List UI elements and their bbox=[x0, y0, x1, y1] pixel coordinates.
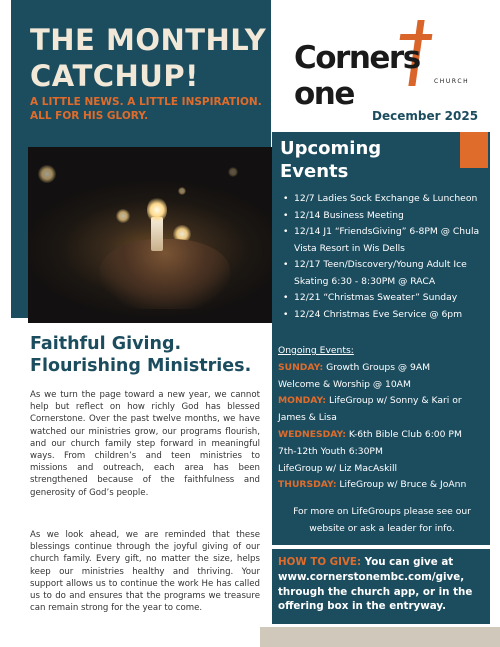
monday-row: MONDAY: LifeGroup w/ Sonny & Kari or James & Lisa bbox=[278, 395, 462, 424]
bokeh-light bbox=[38, 165, 56, 183]
logo-wordmark: Cornersone bbox=[294, 40, 420, 112]
title-line-2: CATCHUP! bbox=[30, 59, 199, 93]
bokeh-light bbox=[178, 187, 186, 195]
tagline-line-2: ALL FOR HIS GLORY. bbox=[30, 110, 149, 122]
logo-subword: CHURCH bbox=[434, 78, 470, 85]
hands bbox=[100, 239, 230, 309]
event-item: • 12/21 “Christmas Sweater” Sunday bbox=[281, 290, 486, 307]
give-panel bbox=[272, 549, 490, 624]
bokeh-light bbox=[228, 167, 238, 177]
event-item: • 12/7 Ladies Sock Exchange & Luncheon bbox=[281, 191, 486, 208]
lifegroups-info: For more on LifeGroups please see our website or ask a leader for info. bbox=[293, 506, 471, 534]
event-item: • 12/17 Teen/Discovery/Young Adult Ice Skating 6:30 - 8:30PM @ RACA bbox=[281, 257, 486, 290]
footer-bar bbox=[260, 627, 500, 647]
cornerstone-logo bbox=[294, 20, 484, 112]
event-item: • 12/14 J1 “FriendsGiving” 6-8PM @ Chula Vista Resort in Wis Dells bbox=[281, 224, 486, 257]
article-paragraph-2: As we look ahead, we are reminded that these blessings continue through the joyful giving of our church family. Every gift, no matter the size, helps keep our ministries healthy and thriving. Your support allows us to continue the work He has called us to do and ensures that the programs we treasure can remain strong for the year to come. bbox=[30, 530, 260, 614]
events-panel bbox=[272, 132, 490, 545]
ongoing-events bbox=[278, 343, 486, 494]
bokeh-light bbox=[116, 209, 130, 223]
candle-photo bbox=[28, 147, 272, 323]
article-paragraph-1: As we turn the page toward a new year, we cannot help but reflect on how richly God has blessed Cornerstone. Over the past twelve months, we have watched our ministries grow, our programs flourish, and our church family step forward in meaningful ways. From children’s and teen ministries to missions and outreach, each area has been strengthened because of the faithfulness and generosity of God’s people. bbox=[30, 390, 260, 498]
candle-flame bbox=[147, 197, 167, 223]
sunday-row: SUNDAY: Growth Groups @ 9AM bbox=[278, 361, 431, 373]
sunday-row-2: Welcome & Worship @ 10AM bbox=[278, 378, 411, 390]
event-item: • 12/14 Business Meeting bbox=[281, 208, 486, 225]
thursday-row: THURSDAY: LifeGroup w/ Bruce & JoAnn bbox=[278, 479, 467, 491]
wednesday-row-2: 7th-12th Youth 6:30PM bbox=[278, 445, 383, 457]
events-title: Upcoming Events bbox=[280, 138, 382, 182]
ongoing-heading: Ongoing Events: bbox=[278, 345, 354, 356]
wednesday-row-3: LifeGroup w/ Liz MacAskill bbox=[278, 462, 398, 474]
tagline-line-1: A LITTLE NEWS. A LITTLE INSPIRATION. bbox=[30, 96, 262, 108]
newsletter-title bbox=[30, 22, 270, 94]
events-list bbox=[281, 191, 486, 323]
wednesday-row: WEDNESDAY: K-6th Bible Club 6:00 PM bbox=[278, 428, 462, 440]
newsletter-tagline bbox=[30, 95, 270, 123]
accent-block bbox=[460, 132, 488, 168]
event-item: • 12/24 Christmas Eve Service @ 6pm bbox=[281, 307, 486, 324]
title-line-1: THE MONTHLY bbox=[30, 23, 267, 57]
article-title: Faithful Giving. Flourishing Ministries. bbox=[30, 334, 252, 376]
give-text: HOW TO GIVE: You can give at www.cornerstonembc.com/give, through the church app, or in the offering box in the entryway. bbox=[278, 556, 473, 613]
issue-date: December 2025 bbox=[372, 109, 479, 123]
